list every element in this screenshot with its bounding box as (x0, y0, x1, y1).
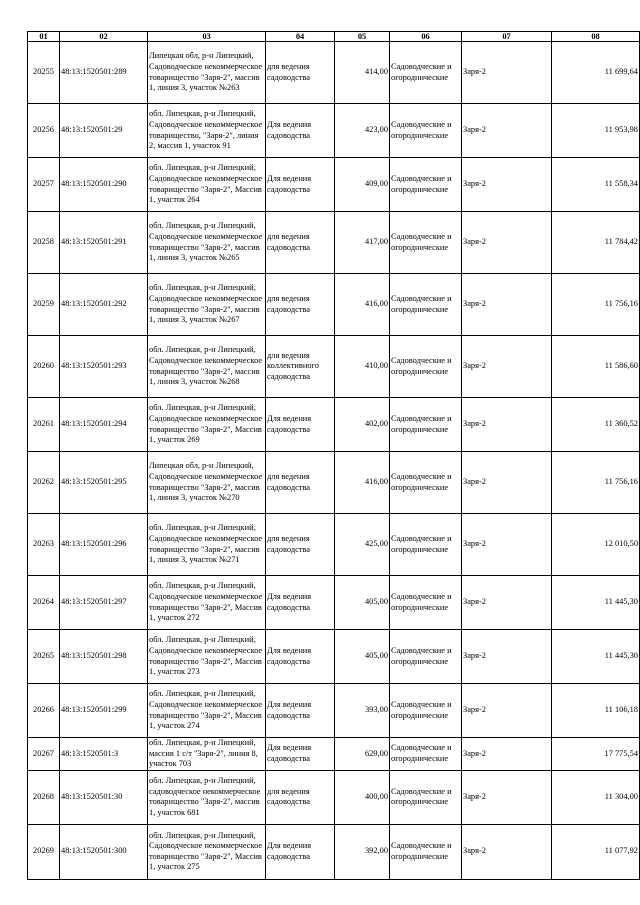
table-row (28, 274, 640, 336)
table-row (28, 630, 640, 684)
permitted-use-cell: для ведения садоводства (266, 42, 335, 104)
address-cell: обл. Липецкая, р-н Липецкий, массив 1 с/т "Заря-2", линия 8, участок 703 (148, 738, 266, 771)
table-row (28, 212, 640, 274)
address-cell: обл. Липецкая, р-н Липецкий, Садоводческое некоммерческое товарищество "Заря-2", Массив 1, участок 274 (148, 684, 266, 738)
row-number-cell: 20269 (28, 824, 60, 879)
area-cell: 417,00 (335, 212, 390, 274)
address-cell: обл. Липецкая, р-н Липецкий, Садоводческое некоммерческое товарищество "Заря-2", массив 1, линия 3, участок №271 (148, 514, 266, 576)
table-row (28, 824, 640, 879)
row-number-cell: 20266 (28, 684, 60, 738)
table-row (28, 770, 640, 824)
area-cell: 410,00 (335, 336, 390, 398)
land-category-cell: Садоводческие и огороднические (390, 514, 462, 576)
table-row (28, 684, 640, 738)
cadastral-number-cell: 48:13:1520501:290 (60, 158, 148, 212)
row-number-cell: 20267 (28, 738, 60, 771)
cadastral-number-cell: 48:13:1520501:3 (60, 738, 148, 771)
zone-name-cell: Заря-2 (462, 684, 552, 738)
zone-name-cell: Заря-2 (462, 738, 552, 771)
permitted-use-cell: Для ведения садоводства (266, 630, 335, 684)
table-row (28, 452, 640, 514)
cadastral-value-cell: 11 586,60 (552, 336, 640, 398)
cadastral-number-cell: 48:13:1520501:292 (60, 274, 148, 336)
cadastral-value-cell: 11 304,00 (552, 770, 640, 824)
cadastral-number-cell: 48:13:1520501:293 (60, 336, 148, 398)
land-category-cell: Садоводческие и огороднические (390, 824, 462, 879)
table-row (28, 398, 640, 452)
zone-name-cell: Заря-2 (462, 274, 552, 336)
cadastral-number-cell: 48:13:1520501:299 (60, 684, 148, 738)
permitted-use-cell: для ведения садоводства (266, 212, 335, 274)
cadastral-value-cell: 17 775,54 (552, 738, 640, 771)
row-number-cell: 20261 (28, 398, 60, 452)
area-cell: 405,00 (335, 576, 390, 630)
permitted-use-cell: Для ведения садоводства (266, 576, 335, 630)
zone-name-cell: Заря-2 (462, 336, 552, 398)
zone-name-cell: Заря-2 (462, 212, 552, 274)
cadastral-number-cell: 48:13:1520501:294 (60, 398, 148, 452)
cadastral-value-cell: 11 445,30 (552, 576, 640, 630)
zone-name-cell: Заря-2 (462, 158, 552, 212)
row-number-cell: 20257 (28, 158, 60, 212)
address-cell: обл. Липецкая, р-н Липецкий, садоводческое некоммерческое товарищество "Заря-2", массив 1, участок 681 (148, 770, 266, 824)
cadastral-value-cell: 11 699,64 (552, 42, 640, 104)
row-number-cell: 20255 (28, 42, 60, 104)
table-row (28, 104, 640, 158)
address-cell: обл. Липецкая, р-н Липецкий, Садоводческое некоммерческое товарищество "Заря-2", Массив 1, участок 269 (148, 398, 266, 452)
header-col-07: 07 (462, 32, 552, 42)
area-cell: 416,00 (335, 274, 390, 336)
address-cell: обл. Липецкая, р-н Липецкий, Садоводческое некоммерческое товарищество "Заря-2", Массив 1, участок 272 (148, 576, 266, 630)
area-cell: 425,00 (335, 514, 390, 576)
cadastral-number-cell: 48:13:1520501:296 (60, 514, 148, 576)
permitted-use-cell: для ведения садоводства (266, 514, 335, 576)
area-cell: 405,00 (335, 630, 390, 684)
row-number-cell: 20260 (28, 336, 60, 398)
row-number-cell: 20265 (28, 630, 60, 684)
land-category-cell: Садоводческие и огороднические (390, 104, 462, 158)
address-cell: обл. Липецкая, р-н Липецкий, Садоводческое некоммерческое товарищество "Заря-2", Массив 1, участок 275 (148, 824, 266, 879)
cadastral-value-cell: 11 360,52 (552, 398, 640, 452)
address-cell: обл. Липецкая, р-н Липецкий, Садоводческое некоммерческое товарищество "Заря-2", Массив 1, участок 273 (148, 630, 266, 684)
header-col-01: 01 (28, 32, 60, 42)
land-category-cell: Садоводческие и огороднические (390, 770, 462, 824)
table-row (28, 42, 640, 104)
zone-name-cell: Заря-2 (462, 630, 552, 684)
table-row (28, 336, 640, 398)
zone-name-cell: Заря-2 (462, 398, 552, 452)
table-row (28, 514, 640, 576)
zone-name-cell: Заря-2 (462, 824, 552, 879)
zone-name-cell: Заря-2 (462, 576, 552, 630)
row-number-cell: 20268 (28, 770, 60, 824)
header-col-05: 05 (335, 32, 390, 42)
permitted-use-cell: Для ведения садоводства (266, 104, 335, 158)
row-number-cell: 20263 (28, 514, 60, 576)
cadastral-value-cell: 11 106,18 (552, 684, 640, 738)
table-row (28, 738, 640, 771)
permitted-use-cell: для ведения садоводства (266, 770, 335, 824)
address-cell: обл. Липецкая, р-н Липецкий, Садоводческое некоммерческое товарищество "Заря-2", массив 1, линия 3, участок №267 (148, 274, 266, 336)
cadastral-value-cell: 11 558,34 (552, 158, 640, 212)
zone-name-cell: Заря-2 (462, 452, 552, 514)
address-cell: обл. Липецкая, р-н Липецкий, Садоводческое некоммерческое товарищество "Заря-2", массив 1, линия 3, участок №268 (148, 336, 266, 398)
row-number-cell: 20262 (28, 452, 60, 514)
area-cell: 414,00 (335, 42, 390, 104)
zone-name-cell: Заря-2 (462, 770, 552, 824)
row-number-cell: 20258 (28, 212, 60, 274)
land-category-cell: Садоводческие и огороднические (390, 212, 462, 274)
permitted-use-cell: Для ведения садоводства (266, 824, 335, 879)
land-category-cell: Садоводческие и огороднические (390, 398, 462, 452)
zone-name-cell: Заря-2 (462, 104, 552, 158)
cadastral-value-cell: 11 756,16 (552, 274, 640, 336)
land-category-cell: Садоводческие и огороднические (390, 274, 462, 336)
header-col-03: 03 (148, 32, 266, 42)
address-cell: Липецкая обл, р-н Липецкий, Садоводческое некоммерческое товарищество "Заря-2", массив 1, линия 3, участок №263 (148, 42, 266, 104)
cadastral-value-cell: 11 953,98 (552, 104, 640, 158)
table-row (28, 158, 640, 212)
cadastral-number-cell: 48:13:1520501:298 (60, 630, 148, 684)
area-cell: 393,00 (335, 684, 390, 738)
row-number-cell: 20259 (28, 274, 60, 336)
permitted-use-cell: Для ведения садоводства (266, 684, 335, 738)
area-cell: 409,00 (335, 158, 390, 212)
land-category-cell: Садоводческие и огороднические (390, 42, 462, 104)
row-number-cell: 20256 (28, 104, 60, 158)
row-number-cell: 20264 (28, 576, 60, 630)
cadastral-value-cell: 11 756,16 (552, 452, 640, 514)
zone-name-cell: Заря-2 (462, 514, 552, 576)
area-cell: 423,00 (335, 104, 390, 158)
permitted-use-cell: для ведения садоводства (266, 274, 335, 336)
table-row (28, 576, 640, 630)
land-category-cell: Садоводческие и огороднические (390, 630, 462, 684)
land-category-cell: Садоводческие и огороднические (390, 336, 462, 398)
permitted-use-cell: для ведения коллективного садоводства (266, 336, 335, 398)
permitted-use-cell: Для ведения садоводства (266, 158, 335, 212)
area-cell: 392,00 (335, 824, 390, 879)
land-category-cell: Садоводческие и огороднические (390, 158, 462, 212)
area-cell: 629,00 (335, 738, 390, 771)
area-cell: 400,00 (335, 770, 390, 824)
cadastral-number-cell: 48:13:1520501:291 (60, 212, 148, 274)
header-col-02: 02 (60, 32, 148, 42)
area-cell: 416,00 (335, 452, 390, 514)
land-category-cell: Садоводческие и огороднические (390, 452, 462, 514)
land-register-table (27, 31, 640, 880)
address-cell: обл. Липецкая, р-н Липецкий, Садоводческое некоммерческое товарищество "Заря-2", массив 1, линия 3, участок №265 (148, 212, 266, 274)
cadastral-number-cell: 48:13:1520501:300 (60, 824, 148, 879)
cadastral-number-cell: 48:13:1520501:30 (60, 770, 148, 824)
address-cell: обл. Липецкая, р-н Липецкий, Садоводческое некоммерческое товарищество, "Заря-2", линия 2, массив 1, участок 91 (148, 104, 266, 158)
header-row (28, 32, 640, 42)
cadastral-value-cell: 11 784,42 (552, 212, 640, 274)
cadastral-number-cell: 48:13:1520501:29 (60, 104, 148, 158)
cadastral-number-cell: 48:13:1520501:289 (60, 42, 148, 104)
land-category-cell: Садоводческие и огороднические (390, 576, 462, 630)
land-category-cell: Садоводческие и огороднические (390, 738, 462, 771)
land-category-cell: Садоводческие и огороднические (390, 684, 462, 738)
permitted-use-cell: Для ведения садоводства (266, 398, 335, 452)
header-col-06: 06 (390, 32, 462, 42)
cadastral-number-cell: 48:13:1520501:297 (60, 576, 148, 630)
zone-name-cell: Заря-2 (462, 42, 552, 104)
cadastral-value-cell: 11 077,92 (552, 824, 640, 879)
cadastral-number-cell: 48:13:1520501:295 (60, 452, 148, 514)
address-cell: обл. Липецкая, р-н Липецкий, Садоводческое некоммерческое товарищество "Заря-2", Массив 1, участок 264 (148, 158, 266, 212)
area-cell: 402,00 (335, 398, 390, 452)
permitted-use-cell: для ведения садоводства (266, 452, 335, 514)
header-col-04: 04 (266, 32, 335, 42)
address-cell: Липецкая обл, р-н Липецкий, Садоводческое некоммерческое товарищество "Заря-2", массив 1, линия 3, участок №270 (148, 452, 266, 514)
cadastral-value-cell: 11 445,30 (552, 630, 640, 684)
permitted-use-cell: Для ведения садоводства (266, 738, 335, 771)
cadastral-value-cell: 12 010,50 (552, 514, 640, 576)
header-col-08: 08 (552, 32, 640, 42)
